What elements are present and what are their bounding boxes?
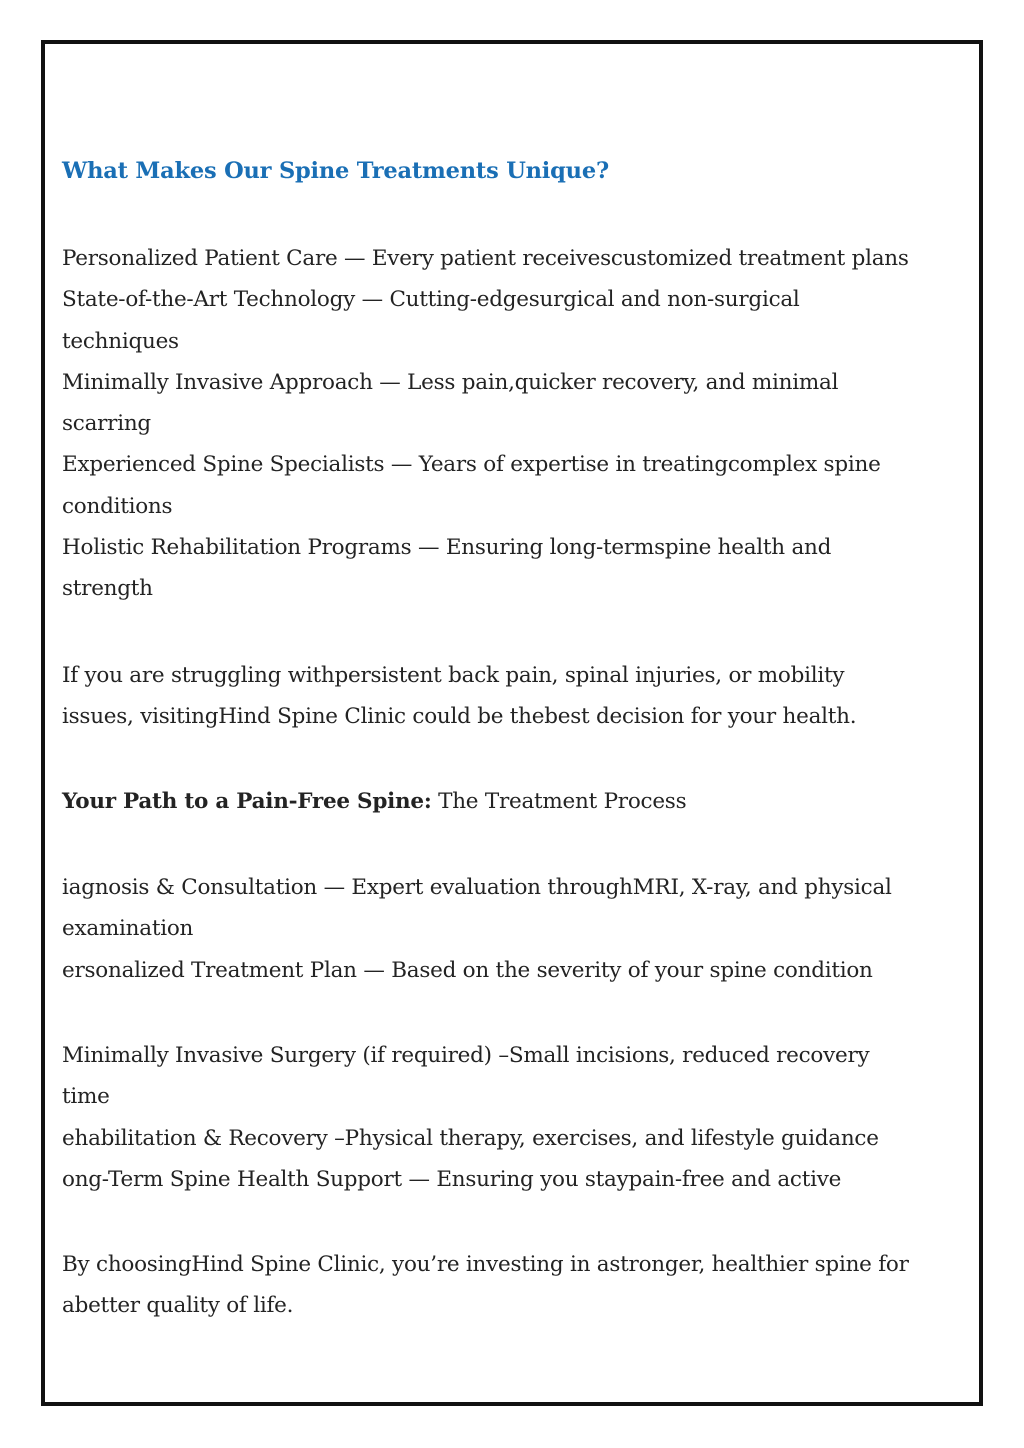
process-heading (62, 781, 686, 822)
list-item: Minimally Invasive Surgery (if required) –Small incisions, reduced recovery (62, 1043, 870, 1068)
list-item: conditions (62, 493, 173, 519)
process-heading-bold: Your Path to a Pain-Free Spine: (62, 789, 432, 814)
list-item: strength (62, 576, 153, 602)
list-item: ehabilitation & Recovery –Physical therapy, exercises, and lifestyle guidance (62, 1125, 879, 1151)
features-list (62, 238, 909, 610)
closing-paragraph (62, 1244, 909, 1327)
list-item: techniques (62, 328, 179, 354)
paragraph-line: By choosingHind Spine Clinic, you’re investing in astronger, healthier spine for (62, 1252, 909, 1277)
paragraph-line: abetter quality of life. (62, 1293, 294, 1319)
process-heading-line (62, 781, 686, 822)
list-item: examination (62, 916, 194, 942)
list-item: iagnosis & Consultation — Expert evaluation throughMRI, X-ray, and physical (62, 875, 892, 900)
list-item: time (62, 1084, 110, 1110)
cta-paragraph (62, 655, 856, 738)
process-heading-rest: The Treatment Process (431, 789, 687, 814)
process-steps-group-a (62, 867, 892, 991)
list-item: ersonalized Treatment Plan — Based on the severity of your spine condition (62, 957, 873, 983)
list-item: ong-Term Spine Health Support — Ensuring you staypain-free and active (62, 1166, 842, 1192)
list-item: State-of-the-Art Technology — Cutting-edgesurgical and non-surgical (62, 287, 800, 313)
paragraph-line: If you are struggling withpersistent back pain, spinal injuries, or mobility (62, 663, 845, 688)
list-item: Personalized Patient Care — Every patient receivescustomized treatment plans (62, 246, 909, 271)
list-item: Minimally Invasive Approach — Less pain,quicker recovery, and minimal (62, 369, 839, 395)
process-steps-group-b (62, 1035, 879, 1200)
paragraph-line: issues, visitingHind Spine Clinic could be thebest decision for your health. (62, 704, 857, 730)
list-item: scarring (62, 411, 151, 437)
list-item: Experienced Spine Specialists — Years of expertise in treatingcomplex spine (62, 452, 881, 478)
list-item: Holistic Rehabilitation Programs — Ensuring long-termspine health and (62, 535, 832, 561)
section-heading: What Makes Our Spine Treatments Unique? (62, 158, 609, 184)
